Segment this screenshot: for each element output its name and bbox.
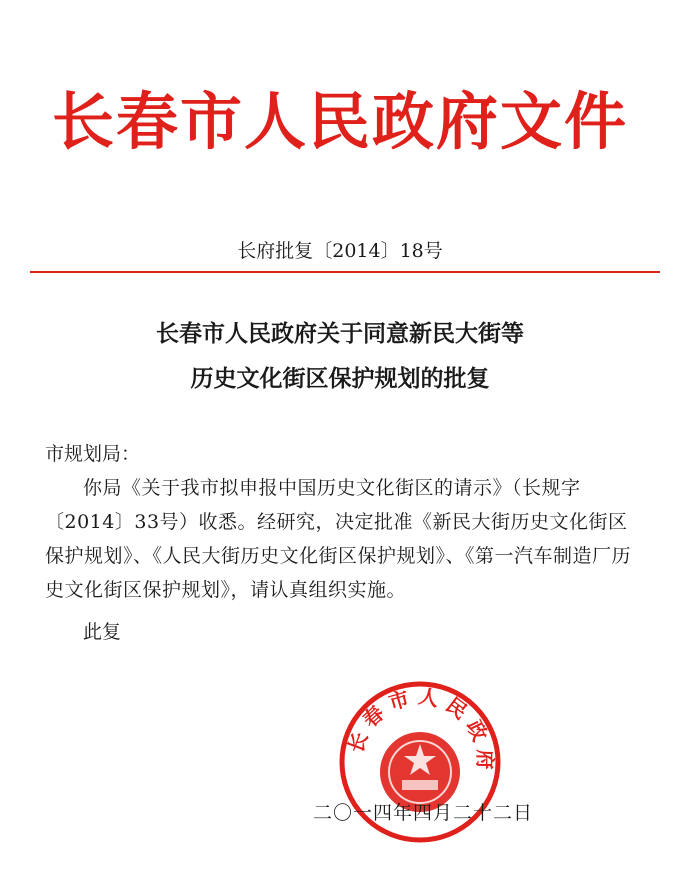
seal-gate-icon xyxy=(402,780,438,790)
subject-line-1: 长春市人民政府关于同意新民大街等 xyxy=(156,320,524,347)
document-number: 长府批复〔2014〕18号 xyxy=(237,240,443,262)
body-paragraph: 你局《关于我市拟申报中国历史文化街区的请示》（长规字〔2014〕33号）收悉。经研究，决定批准《新民大街历史文化街区保护规划》、《人民大街历史文化街区保护规划》、《第一汽车制造厂历史文化街区保护规划》，请认真组织实施。 xyxy=(45,477,632,601)
document-subject xyxy=(0,318,680,395)
document-body xyxy=(45,437,635,649)
subject-line-2: 历史文化街区保护规划的批复 xyxy=(190,365,490,392)
closing-line: 此复 xyxy=(83,621,122,643)
recipient-line: 市规划局： xyxy=(45,443,141,465)
issuer-header: 长春市人民政府文件 xyxy=(51,85,628,158)
document-date: 二〇一四年四月二十二日 xyxy=(313,802,534,824)
red-divider-line xyxy=(30,271,660,273)
seal-text: 长春市人民政府 xyxy=(343,683,498,777)
